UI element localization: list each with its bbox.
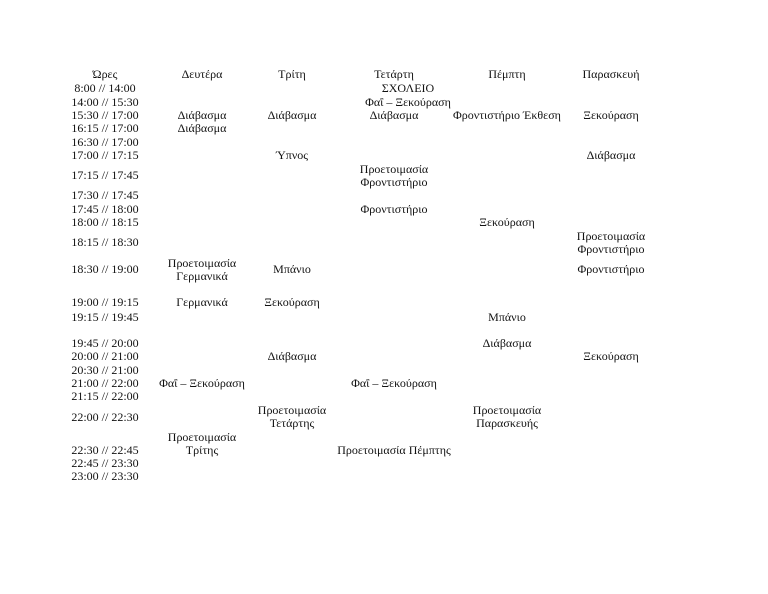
time-slot: 22:30 // 22:45	[71, 443, 139, 457]
header-wednesday: Τετάρτη	[374, 67, 414, 81]
header-friday: Παρασκευή	[582, 67, 640, 81]
activity-cell: Προετοιμασία	[167, 256, 237, 270]
time-slot: 21:15 // 22:00	[71, 389, 139, 403]
activity-cell: Φροντιστήριο	[577, 262, 645, 276]
time-slot: 8:00 // 14:00	[74, 81, 136, 95]
activity-cell: Διάβασμα	[177, 121, 227, 135]
time-slot: 20:00 // 21:00	[71, 349, 139, 363]
activity-cell: Φροντιστήριο	[360, 175, 428, 189]
activity-cell: Φαΐ – Ξεκούραση	[159, 376, 245, 390]
time-slot: 23:00 // 23:30	[71, 469, 139, 483]
activity-cell: Προετοιμασία	[167, 430, 237, 444]
time-slot: 20:30 // 21:00	[71, 363, 139, 377]
activity-cell: ΣΧΟΛΕΙΟ	[381, 81, 435, 95]
activity-cell: Διάβασμα	[267, 349, 317, 363]
activity-cell: Διάβασμα	[482, 336, 532, 350]
time-slot: 17:30 // 17:45	[71, 188, 139, 202]
activity-cell: Ξεκούραση	[583, 349, 639, 363]
time-slot: 22:45 // 23:30	[71, 456, 139, 470]
activity-cell: Προετοιμασία Πέμπτης	[337, 443, 451, 457]
activity-cell: Παρασκευής	[476, 416, 538, 430]
time-slot: 17:15 // 17:45	[71, 168, 139, 182]
time-slot: 18:30 // 19:00	[71, 262, 139, 276]
activity-cell: Ξεκούραση	[583, 108, 639, 122]
activity-cell: Μπάνιο	[273, 262, 311, 276]
activity-cell: Διάβασμα	[369, 108, 419, 122]
activity-cell: Προετοιμασία	[472, 403, 542, 417]
header-monday: Δευτέρα	[181, 67, 223, 81]
time-slot: 15:30 // 17:00	[71, 108, 139, 122]
time-slot: 18:15 // 18:30	[71, 235, 139, 249]
activity-cell: Προετοιμασία	[257, 403, 327, 417]
activity-cell: Μπάνιο	[488, 310, 526, 324]
activity-cell: Ξεκούραση	[479, 215, 535, 229]
activity-cell: Ξεκούραση	[264, 295, 320, 309]
time-slot: 14:00 // 15:30	[71, 95, 139, 109]
time-slot: 19:15 // 19:45	[71, 310, 139, 324]
activity-cell: Φαΐ – Ξεκούραση	[365, 95, 451, 109]
header-hours: Ώρες	[92, 67, 118, 81]
activity-cell: Τρίτης	[185, 443, 219, 457]
activity-cell: Φροντιστήριο Έκθεση	[453, 108, 561, 122]
activity-cell: Γερμανικά	[176, 295, 228, 309]
time-slot: 16:30 // 17:00	[71, 135, 139, 149]
time-slot: 17:00 // 17:15	[71, 148, 139, 162]
activity-cell: Διάβασμα	[177, 108, 227, 122]
activity-cell: Διάβασμα	[267, 108, 317, 122]
activity-cell: Προετοιμασία	[359, 162, 429, 176]
time-slot: 19:00 // 19:15	[71, 295, 139, 309]
activity-cell: Ύπνος	[275, 148, 309, 162]
time-slot: 16:15 // 17:00	[71, 121, 139, 135]
activity-cell: Τετάρτης	[269, 416, 315, 430]
activity-cell: Διάβασμα	[586, 148, 636, 162]
time-slot: 19:45 // 20:00	[71, 336, 139, 350]
activity-cell: Γερμανικά	[176, 269, 228, 283]
time-slot: 18:00 // 18:15	[71, 215, 139, 229]
activity-cell: Φροντιστήριο	[360, 202, 428, 216]
activity-cell: Φροντιστήριο	[577, 242, 645, 256]
activity-cell: Προετοιμασία	[576, 229, 646, 243]
header-tuesday: Τρίτη	[278, 67, 306, 81]
time-slot: 21:00 // 22:00	[71, 376, 139, 390]
time-slot: 17:45 // 18:00	[71, 202, 139, 216]
activity-cell: Φαΐ – Ξεκούραση	[351, 376, 437, 390]
header-thursday: Πέμπτη	[488, 67, 526, 81]
time-slot: 22:00 // 22:30	[71, 410, 139, 424]
